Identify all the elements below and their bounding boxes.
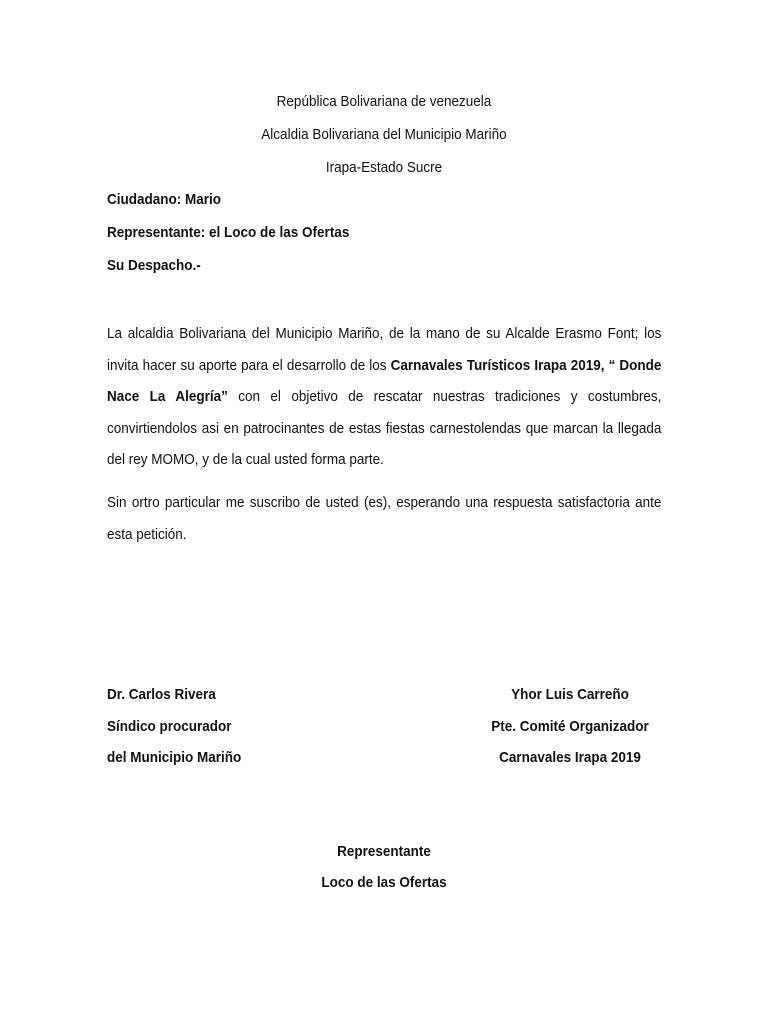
addressee-name: Ciudadano: Mario — [107, 191, 222, 208]
header-location: Irapa-Estado Sucre — [325, 159, 443, 176]
signature-bottom-name: Loco de las Ofertas — [321, 874, 447, 891]
event-name: Carnavales Turísticos Irapa 2019, — [390, 356, 605, 374]
signature-right-org: Carnavales Irapa 2019 — [499, 749, 641, 766]
signature-right-title: Pte. Comité Organizador — [491, 718, 649, 735]
body-paragraph-closing: Sin ortro particular me suscribo de usted (es), esperando una respuesta satisfactoria ante esta petición. — [107, 494, 662, 543]
body-text-intro: La alcaldia Bolivariana del Municipio Mariño, de la mano de su Alcalde Erasmo Font; los invita hacer su aporte para el desarrollo de los — [107, 325, 662, 374]
signature-right-name: Yhor Luis Carreño — [511, 686, 629, 703]
body-paragraph-invitation — [107, 318, 661, 476]
addressee-representative: Representante: el Loco de las Ofertas — [107, 224, 350, 241]
signature-bottom-title: Representante — [337, 843, 431, 860]
signature-left-title: Síndico procurador — [107, 718, 232, 735]
signature-left-name: Dr. Carlos Rivera — [107, 686, 216, 703]
signature-left-org: del Municipio Mariño — [107, 749, 242, 766]
letter-body — [107, 318, 662, 476]
letter-closing — [107, 487, 662, 551]
body-text-purpose: con el objetivo de rescatar nuestras tradiciones y costumbres, convirtiendolos asi en patrocinantes de estas fiestas carnestolendas que marcan la llegada del rey MOMO, y de la cual usted forma parte. — [107, 388, 662, 468]
addressee-office: Su Despacho.- — [107, 257, 201, 274]
header-municipality: Alcaldia Bolivariana del Municipio Mariño — [261, 126, 507, 143]
header-country: República Bolivariana de venezuela — [276, 93, 492, 110]
event-slogan: “ Donde Nace La Alegría” — [107, 356, 662, 405]
